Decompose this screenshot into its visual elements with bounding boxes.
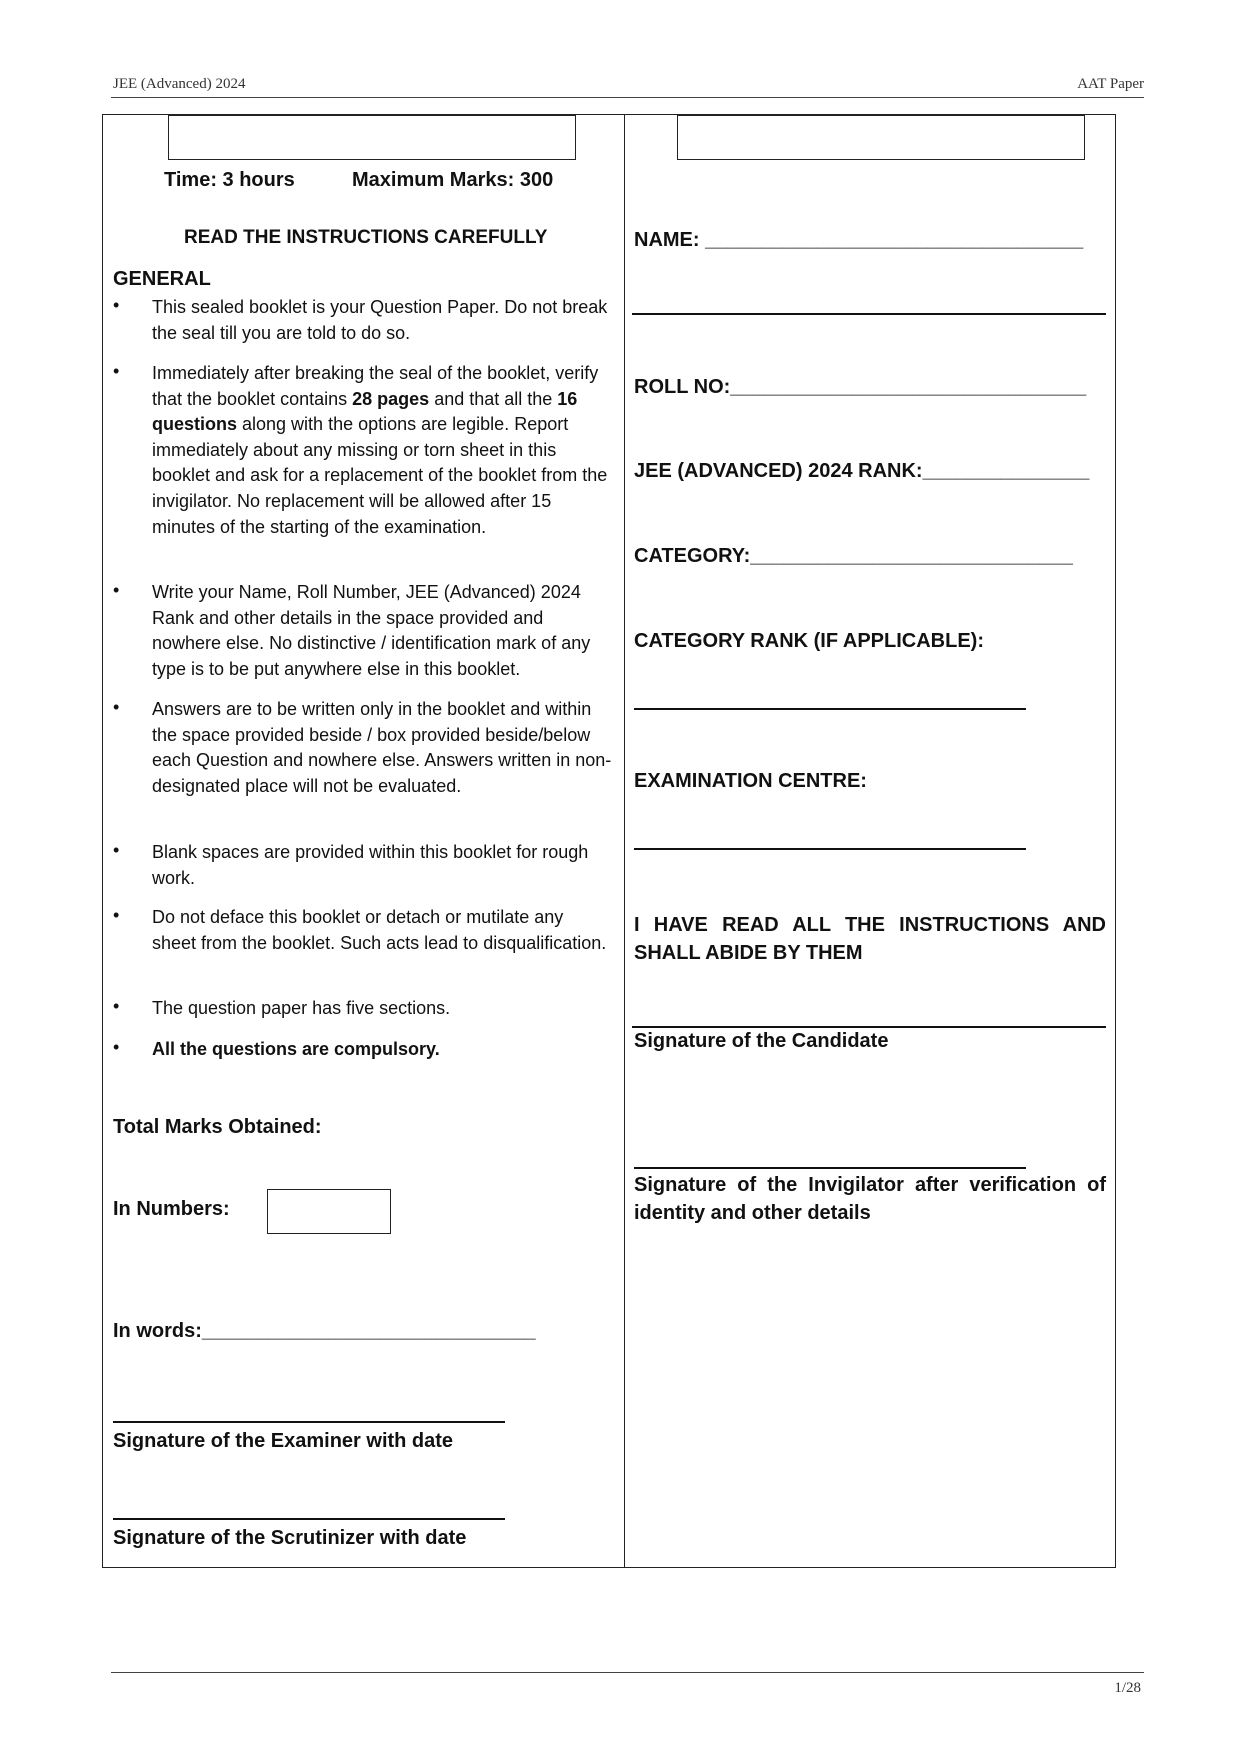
bullet-icon: • [113, 697, 120, 717]
column-divider [624, 114, 625, 1568]
category-rank-line[interactable] [634, 708, 1026, 710]
instruction-2: Immediately after breaking the seal of the booklet, verify that the booklet contains 28 pages and that all the 16 questions along with the options are legible. Report immediately about any missing or torn sheet in this booklet and ask for a replacement of the booklet from the invigilator. No replacement will be allowed after 15 minutes of the starting of the examination. [152, 363, 608, 537]
declaration-text: I HAVE READ ALL THE INSTRUCTIONS AND SHALL ABIDE BY THEM [634, 914, 1106, 964]
instruction-5: Blank spaces are provided within this booklet for rough work. [152, 842, 589, 888]
scrutinizer-signature-label: Signature of the Scrutinizer with date [113, 1527, 467, 1549]
instruction-1: This sealed booklet is your Question Paper. Do not break the seal till you are told to do so. [152, 297, 608, 343]
left-top-box [168, 115, 576, 160]
bullet-icon: • [113, 580, 120, 600]
header-right: AAT Paper [1077, 76, 1144, 92]
max-marks-label: Maximum Marks: 300 [352, 169, 554, 191]
scrutinizer-signature-line [113, 1518, 505, 1520]
instruction-3: Write your Name, Roll Number, JEE (Advanced) 2024 Rank and other details in the space provided and nowhere else. No distinctive / identification mark of any type is to be put anywhere else in this booklet. [152, 582, 591, 679]
category-field[interactable]: CATEGORY:_____________________________ [634, 545, 1073, 567]
instruction-8: All the questions are compulsory. [152, 1039, 440, 1059]
header-rule [111, 97, 1144, 98]
exam-centre-label: EXAMINATION CENTRE: [634, 770, 867, 792]
instruction-7: The question paper has five sections. [152, 998, 451, 1018]
invigilator-signature-label: Signature of the Invigilator after verification of identity and other details [634, 1174, 1106, 1224]
general-heading: GENERAL [113, 268, 211, 290]
marks-number-box[interactable] [267, 1189, 391, 1234]
in-numbers-label: In Numbers: [113, 1198, 230, 1220]
total-marks-label: Total Marks Obtained: [113, 1116, 322, 1138]
bullet-icon: • [113, 905, 120, 925]
instruction-4: Answers are to be written only in the booklet and within the space provided beside / box provided beside/below each Question and nowhere else. Answers written in non-designated place will not be evaluated. [152, 699, 612, 796]
category-rank-label: CATEGORY RANK (IF APPLICABLE): [634, 630, 984, 652]
header-left: JEE (Advanced) 2024 [113, 76, 246, 92]
examiner-signature-label: Signature of the Examiner with date [113, 1430, 454, 1452]
name-extra-line [632, 313, 1106, 315]
right-top-box [677, 115, 1085, 160]
bullet-icon: • [113, 840, 120, 860]
candidate-signature-label: Signature of the Candidate [634, 1030, 889, 1052]
bullet-icon: • [113, 361, 120, 381]
instruction-6: Do not deface this booklet or detach or mutilate any sheet from the booklet. Such acts lead to disqualification. [152, 907, 607, 953]
roll-number-field[interactable]: ROLL NO:________________________________ [634, 376, 1087, 398]
exam-centre-line[interactable] [634, 848, 1026, 850]
time-label: Time: 3 hours [164, 169, 295, 191]
footer-rule [111, 1672, 1144, 1673]
name-field[interactable]: NAME: __________________________________ [634, 229, 1084, 251]
bullet-icon: • [113, 1037, 120, 1057]
bullet-icon: • [113, 996, 120, 1016]
rank-field[interactable]: JEE (ADVANCED) 2024 RANK:_______________ [634, 460, 1090, 482]
candidate-signature-line [632, 1026, 1106, 1028]
instructions-title: READ THE INSTRUCTIONS CAREFULLY [184, 227, 548, 248]
examiner-signature-line [113, 1421, 505, 1423]
invigilator-signature-line [634, 1167, 1026, 1169]
bullet-icon: • [113, 295, 120, 315]
page-number: 1/28 [1114, 1680, 1141, 1696]
in-words-field[interactable]: In words:______________________________ [113, 1320, 536, 1342]
